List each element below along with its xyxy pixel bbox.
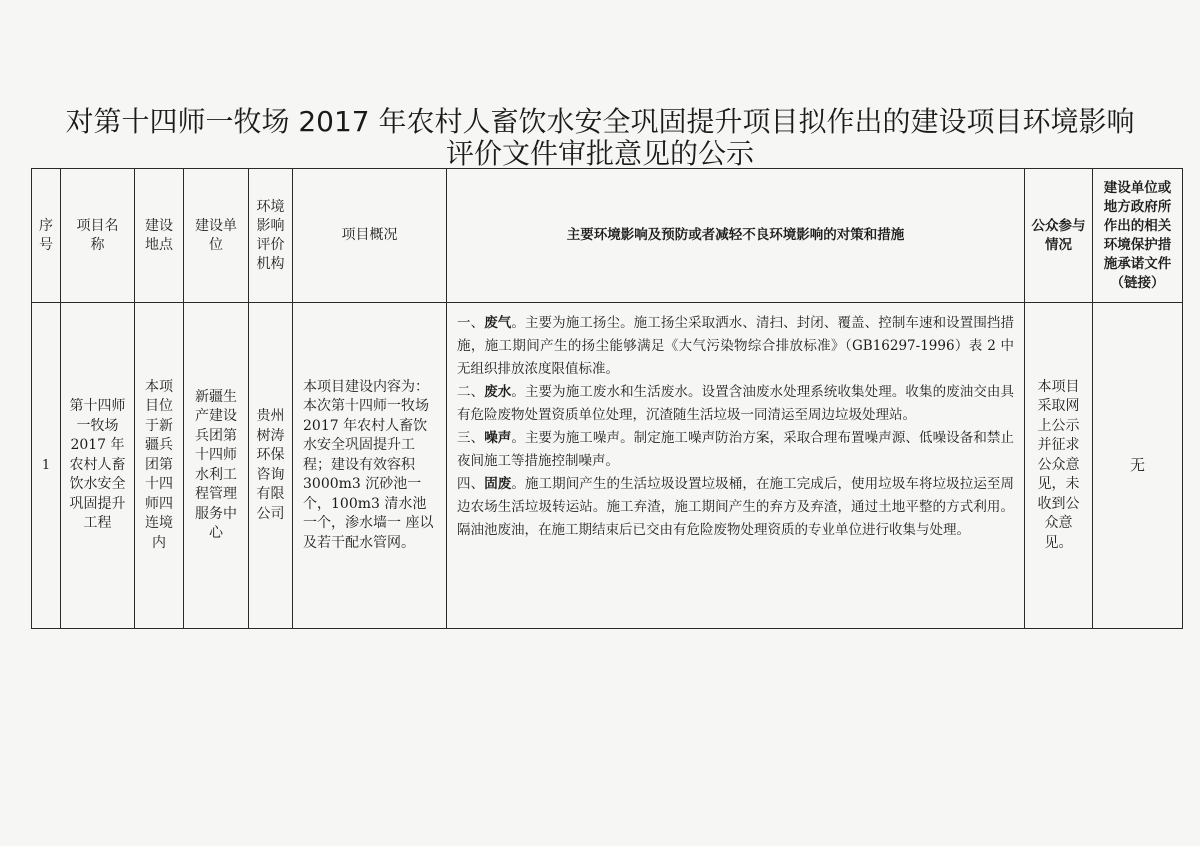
title-line-1: 对第十四师一牧场 2017 年农村人畜饮水安全巩固提升项目拟作出的建设项目环境影响 bbox=[65, 105, 1135, 138]
measure-paragraph: 四、固废。施工期间产生的生活垃圾设置垃圾桶，在施工完成后，使用垃圾车将垃圾拉运至周边农场生活垃圾转运站。施工弃渣，施工期间产生的弃方及弃渣，通过土地平整的方式利用。隔油池废油，在施工期结束后已交由有危险废物处理资质的专业单位进行收集与处理。 bbox=[457, 476, 1015, 538]
header-measures: 主要环境影响及预防或者减轻不良环境影响的对策和措施 bbox=[447, 169, 1025, 303]
header-overview: 项目概况 bbox=[293, 169, 447, 303]
cell-project-name: 第十四师一牧场 2017 年农村人畜饮水安全巩固提升工程 bbox=[61, 303, 135, 629]
header-location: 建设地点 bbox=[135, 169, 184, 303]
header-eia-agency: 环境影响评价机构 bbox=[249, 169, 293, 303]
header-project-name: 项目名称 bbox=[61, 169, 135, 303]
cell-measures bbox=[447, 303, 1025, 629]
cell-public: 本项目采取网上公示并征求公众意见，未收到公众意见。 bbox=[1025, 303, 1093, 629]
cell-builder: 新疆生产建设兵团第十四师水利工程管理服务中心 bbox=[184, 303, 249, 629]
title-line-2: 评价文件审批意见的公示 bbox=[445, 137, 754, 170]
header-commitment: 建设单位或地方政府所作出的相关环境保护措施承诺文件（链接） bbox=[1093, 169, 1183, 303]
cell-commitment: 无 bbox=[1093, 303, 1183, 629]
publicity-table bbox=[31, 168, 1183, 629]
header-seq: 序号 bbox=[32, 169, 61, 303]
cell-overview: 本项目建设内容为：本次第十四师一牧场 2017 年农村人畜饮水安全巩固提升工程；建设有效容积 3000m3 沉砂池一个，100m3 清水池一个，渗水墙一 座以及若干配水管网。 bbox=[293, 303, 447, 629]
measure-paragraph: 一、废气。主要为施工扬尘。施工扬尘采取洒水、清扫、封闭、覆盖、控制车速和设置围挡措施，施工期间产生的扬尘能够满足《大气污染物综合排放标准》（GB16297-1996）表 2 中无组织排放浓度限值标准。 bbox=[457, 315, 1015, 377]
measure-paragraph: 二、废水。主要为施工废水和生活废水。设置含油废水处理系统收集处理。收集的废油交由具有危险废物处置资质单位处理，沉渣随生活垃圾一同清运至周边垃圾处理站。 bbox=[457, 384, 1015, 423]
cell-eia-agency: 贵州树涛环保咨询有限公司 bbox=[249, 303, 293, 629]
table-row bbox=[32, 303, 1183, 629]
table-header-row bbox=[32, 169, 1183, 303]
cell-seq: 1 bbox=[32, 303, 61, 629]
document-title bbox=[0, 106, 1200, 170]
header-builder: 建设单位 bbox=[184, 169, 249, 303]
measure-paragraph: 三、噪声。主要为施工噪声。制定施工噪声防治方案，采取合理布置噪声源、低噪设备和禁止夜间施工等措施控制噪声。 bbox=[457, 430, 1015, 469]
header-public: 公众参与情况 bbox=[1025, 169, 1093, 303]
cell-location: 本项目位于新疆兵团第十四师四连境内 bbox=[135, 303, 184, 629]
